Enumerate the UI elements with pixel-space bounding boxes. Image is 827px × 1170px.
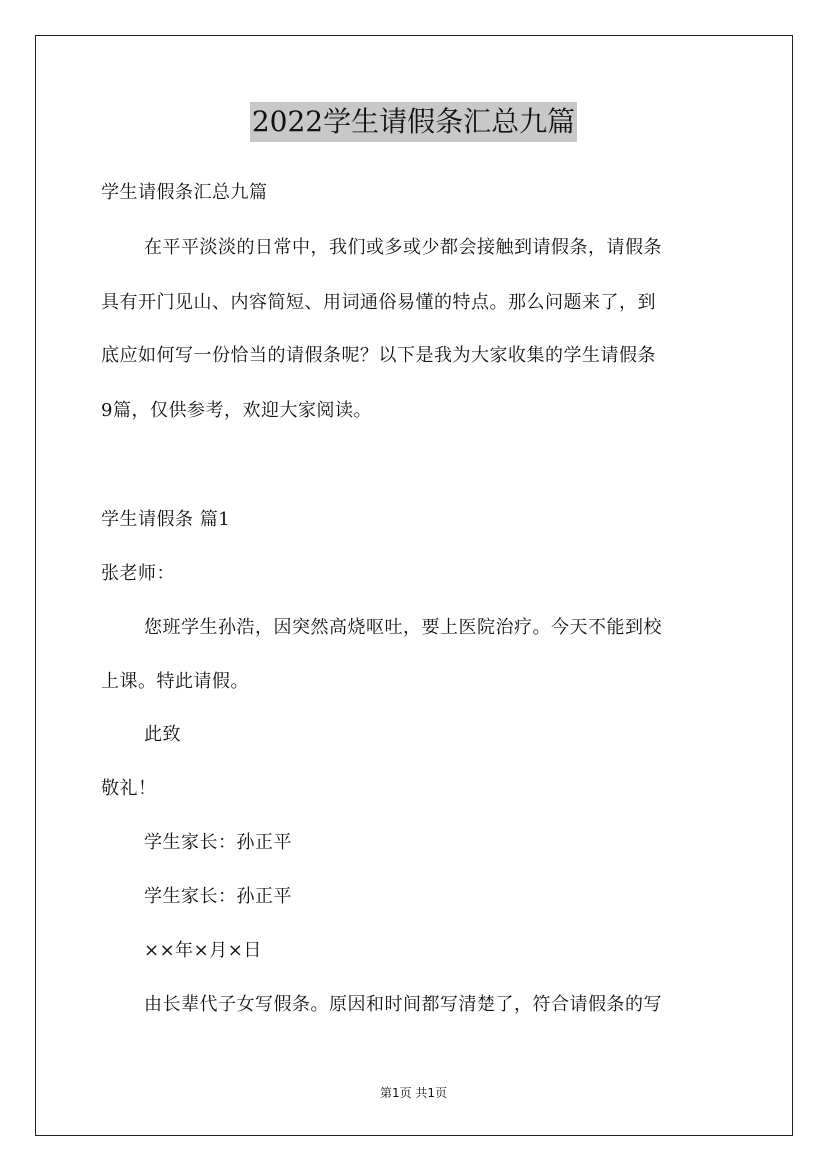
section-heading: 学生请假条 篇1: [101, 509, 231, 530]
body-line-2: 上课。特此请假。: [101, 671, 249, 692]
intro-line-2: 具有开门见山、内容简短、用词通俗易懂的特点。那么问题来了，到: [101, 292, 656, 313]
page-footer: 第1页 共1页: [379, 1086, 448, 1100]
signature-line-1: 学生家长：孙正平: [144, 832, 292, 853]
closing-line-2: 敬礼！: [101, 778, 157, 799]
body-line-1: 您班学生孙浩，因突然高烧呕吐，要上医院治疗。今天不能到校: [144, 617, 662, 638]
subtitle-line: 学生请假条汇总九篇: [101, 182, 268, 203]
title-container: [0, 102, 827, 142]
signature-line-2: 学生家长：孙正平: [144, 886, 292, 907]
commentary-line: 由长辈代子女写假条。原因和时间都写清楚了，符合请假条的写: [144, 994, 662, 1015]
intro-line-1: 在平平淡淡的日常中，我们或多或少都会接触到请假条，请假条: [144, 237, 662, 258]
intro-line-3: 底应如何写一份恰当的请假条呢？以下是我为大家收集的学生请假条: [101, 345, 656, 366]
closing-line-1: 此致: [144, 724, 181, 745]
date-line: ××年×月×日: [144, 940, 262, 961]
salutation: 张老师：: [101, 563, 175, 584]
intro-line-4: 9篇，仅供参考，欢迎大家阅读。: [101, 400, 372, 421]
document-title: 2022学生请假条汇总九篇: [250, 102, 577, 142]
